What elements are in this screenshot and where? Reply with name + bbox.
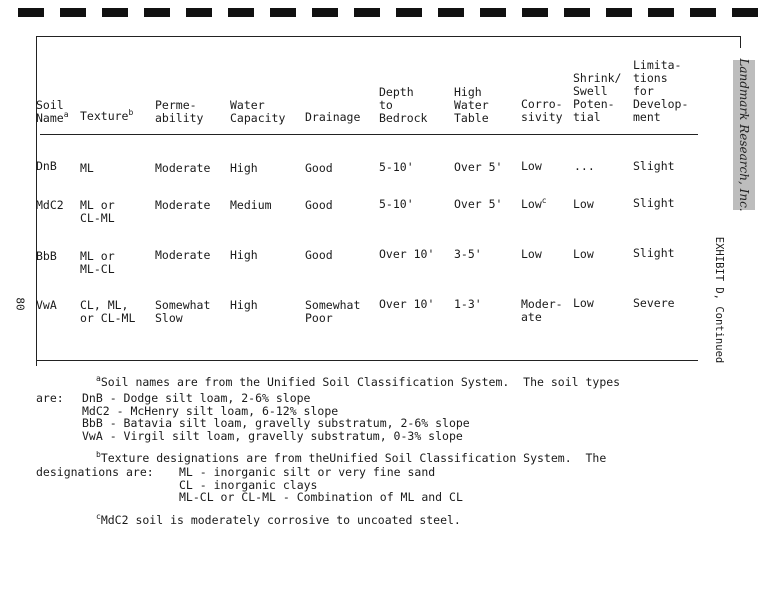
cell-soil-name: VwA [36, 298, 57, 312]
footnote-b: $^b$Texture designations are from theUnified Soil Classification System. The [96, 450, 607, 465]
exhibit-label: EXHIBIT D, Continued [713, 236, 725, 364]
header-permeability: Perme- ability [155, 98, 204, 125]
cell-limitations: Severe [633, 296, 675, 310]
cell-water-capacity: High [230, 161, 258, 175]
cell-drainage: Good [305, 198, 333, 212]
border-mark [732, 8, 758, 17]
border-mark [270, 8, 296, 17]
cell-limitations: Slight [633, 196, 675, 210]
page-number: 80 [13, 297, 27, 311]
cell-limitations: Slight [633, 159, 675, 173]
footnote-b-list: ML - inorganic silt or very fine sand CL - inorganic clays ML-CL or CL-ML - Combination of ML and CL [179, 465, 463, 504]
cell-water-capacity: High [230, 248, 258, 262]
cell-permeability: Somewhat Slow [155, 298, 211, 325]
cell-soil-name: DnB [36, 159, 57, 173]
header-rule [40, 134, 698, 135]
cell-drainage: Somewhat Poor [305, 298, 361, 325]
cell-depth: 5-10' [379, 160, 414, 174]
header-high-water-table: High Water Table [454, 85, 489, 125]
stamp-text: Landmark Research, Inc. [737, 58, 751, 212]
cell-limitations: Slight [633, 246, 675, 260]
frame-top-line [36, 36, 740, 37]
header-shrink-swell: Shrink/ Swell Poten- tial [573, 71, 622, 124]
cell-depth: 5-10' [379, 197, 414, 211]
table-bottom-rule [36, 360, 698, 361]
cell-shrink-swell: ... [574, 159, 595, 173]
cell-corrosivity: Low [521, 159, 542, 173]
cell-high-water-table: Over 5' [454, 197, 503, 211]
border-mark [606, 8, 632, 17]
header-limitations: Limita- tions for Develop- ment [633, 58, 689, 124]
cell-drainage: Good [305, 248, 333, 262]
cell-permeability: Moderate [155, 161, 211, 175]
border-mark [102, 8, 128, 17]
company-stamp [733, 60, 755, 210]
cell-corrosivity: Low [521, 247, 542, 261]
footnote-a-list: DnB - Dodge silt loam, 2-6% slope MdC2 - McHenry silt loam, 6-12% slope BbB - Batavia silt loam, gravelly substratum, 2-6% slope VwA - Virgil silt loam, gravelly substratum, 0-3% slope [82, 391, 470, 443]
border-mark [354, 8, 380, 17]
border-mark [690, 8, 716, 17]
cell-water-capacity: Medium [230, 198, 272, 212]
header-corrosivity: Corro- sivity [521, 97, 563, 124]
header-texture: Texture$^b$ [80, 108, 134, 123]
border-mark [648, 8, 674, 17]
border-mark [564, 8, 590, 17]
cell-high-water-table: 1-3' [454, 297, 482, 311]
cell-depth: Over 10' [379, 297, 435, 311]
border-mark [396, 8, 422, 17]
cell-corrosivity: Low$^c$ [521, 196, 547, 211]
cell-high-water-table: Over 5' [454, 160, 503, 174]
cell-drainage: Good [305, 161, 333, 175]
header-depth-to-bedrock: Depth to Bedrock [379, 85, 428, 125]
cell-corrosivity: Moder- ate [521, 297, 563, 324]
frame-right-tick [740, 36, 741, 48]
header-drainage: Drainage [305, 110, 361, 124]
border-mark [144, 8, 170, 17]
cell-shrink-swell: Low [573, 197, 594, 211]
header-water-capacity: Water Capacity [230, 98, 286, 125]
cell-shrink-swell: Low [573, 247, 594, 261]
border-mark [312, 8, 338, 17]
border-mark [186, 8, 212, 17]
border-mark [438, 8, 464, 17]
footnote-b-label: designations are: [36, 465, 154, 479]
cell-texture: ML [80, 161, 94, 175]
border-mark [18, 8, 44, 17]
border-mark [60, 8, 86, 17]
cell-texture: CL, ML, or CL-ML [80, 298, 136, 325]
border-mark [480, 8, 506, 17]
header-soil-name: Soil Name$^a$ [36, 98, 69, 125]
footnote-a-label: are: [36, 391, 64, 405]
cell-permeability: Moderate [155, 248, 211, 262]
cell-soil-name: BbB [36, 249, 57, 263]
cell-depth: Over 10' [379, 247, 435, 261]
cell-soil-name: MdC2 [36, 198, 64, 212]
cell-shrink-swell: Low [573, 296, 594, 310]
cell-high-water-table: 3-5' [454, 247, 482, 261]
border-mark [228, 8, 254, 17]
border-mark [522, 8, 548, 17]
footnote-c: $^c$MdC2 soil is moderately corrosive to uncoated steel. [96, 512, 461, 527]
cell-texture: ML or ML-CL [80, 249, 115, 276]
cell-permeability: Moderate [155, 198, 211, 212]
footnote-a: $^a$Soil names are from the Unified Soil Classification System. The soil types [96, 374, 621, 389]
cell-texture: ML or CL-ML [80, 198, 115, 225]
cell-water-capacity: High [230, 298, 258, 312]
